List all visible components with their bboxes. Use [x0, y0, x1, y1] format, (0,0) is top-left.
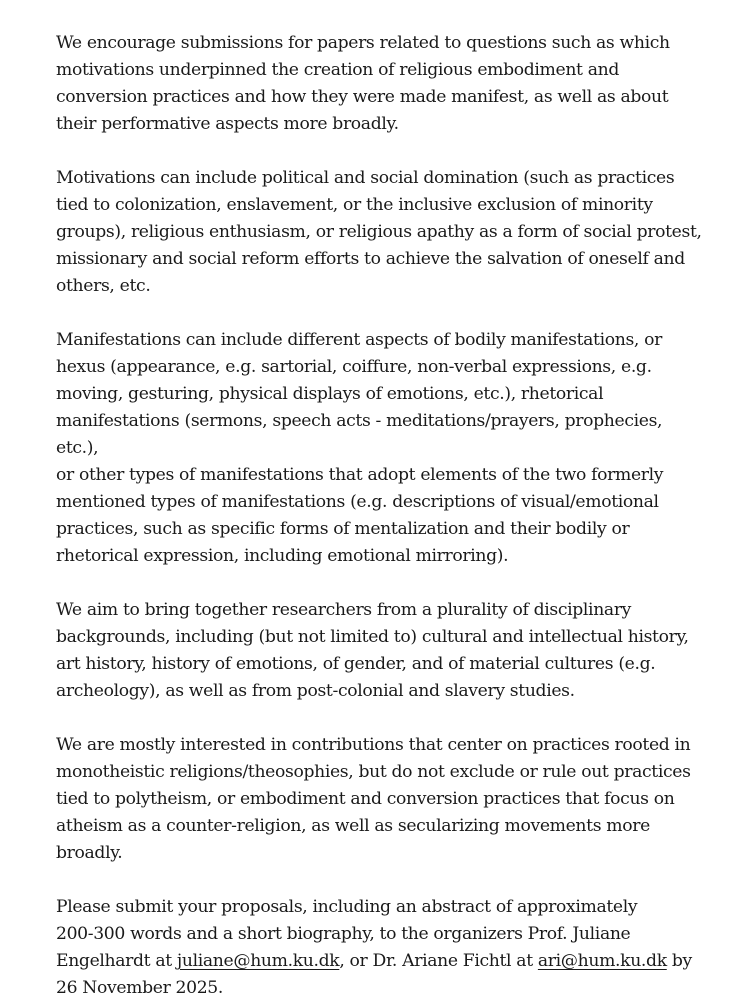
- paragraph-submission: [56, 894, 706, 1002]
- document-body: [56, 30, 706, 1002]
- submission-text-3: by 26 November 2025.: [56, 951, 692, 998]
- submission-text-2: , or Dr. Ariane Fichtl at: [339, 951, 538, 971]
- paragraph-questions: We encourage submissions for papers related to questions such as which motivations underpinned the creation of religious embodiment and conversion practices and how they were made manifest, as well as about their performative aspects more broadly.: [56, 33, 670, 134]
- email-link-juliane[interactable]: juliane@hum.ku.dk: [176, 951, 340, 971]
- submission-text-1: Please submit your proposals, including an abstract of approximately 200-300 words and a short biography, to the organizers Prof. Juliane Engelhardt at: [56, 897, 638, 971]
- paragraph-manifestations: Manifestations can include different aspects of bodily manifestations, or hexus (appearance, e.g. sartorial, coiffure, non-verbal expressions, e.g. moving, gesturing, physical displays of emotions, etc.), rhetorical manifestations (sermons, speech acts - meditations/prayers, prophecies, etc.), or other types of manifestations that adopt elements of the two formerly mentioned types of manifestations (e.g. descriptions of visual/emotional practices, such as specific forms of mentalization and their bodily or rhetorical expression, including emotional mirroring).: [56, 330, 664, 566]
- paragraph-researchers: We aim to bring together researchers from a plurality of disciplinary backgrounds, including (but not limited to) cultural and intellectual history, art history, history of emotions, of gender, and of material cultures (e.g. archeology), as well as from post-colonial and slavery studies.: [56, 600, 689, 701]
- email-link-ari[interactable]: ari@hum.ku.dk: [537, 951, 667, 971]
- paragraph-interests: We are mostly interested in contributions that center on practices rooted in monotheistic religions/theosophies, but do not exclude or rule out practices tied to polytheism, or embodiment and conversion practices that focus on atheism as a counter-religion, as well as secularizing movements more broadly.: [56, 735, 691, 863]
- paragraph-motivations: Motivations can include political and social domination (such as practices tied to colonization, enslavement, or the inclusive exclusion of minority groups), religious enthusiasm, or religious apathy as a form of social protest, missionary and social reform efforts to achieve the salvation of oneself and others, etc.: [56, 168, 702, 296]
